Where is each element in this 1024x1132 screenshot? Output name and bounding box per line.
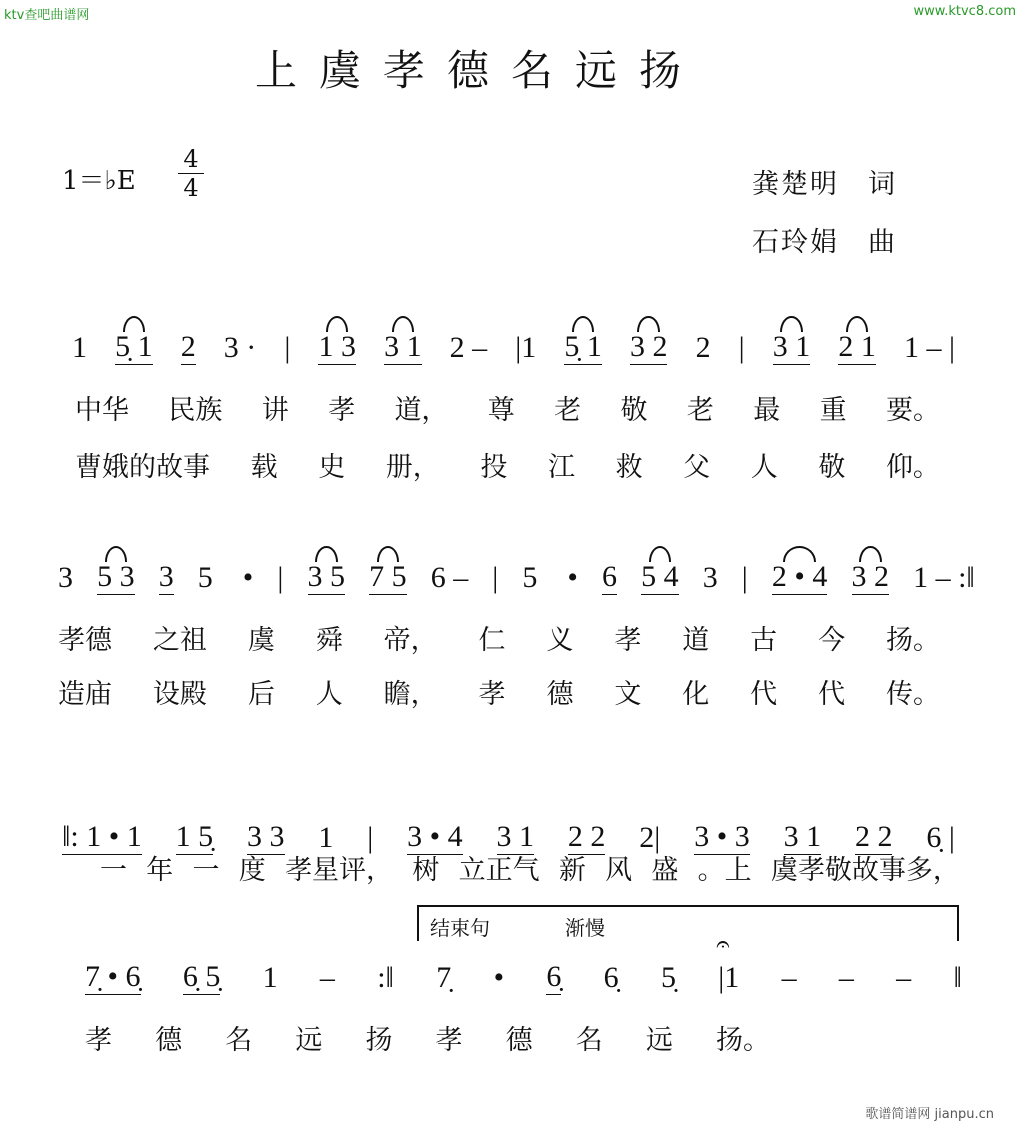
lyric-word: 人 [315, 679, 343, 710]
note-group: 3 1 [783, 820, 822, 853]
note-group: – [838, 961, 854, 994]
lyric-word: 道 [682, 625, 710, 656]
note-group: 5̣ 1 [564, 330, 602, 363]
note-group: – [781, 961, 797, 994]
lyric-word: 。上 [697, 855, 752, 886]
lyric-word: 民族 [168, 395, 223, 426]
lyric-word: 化 [682, 679, 710, 710]
note-group: 3 5 [307, 560, 345, 593]
lyric-word: 重 [819, 395, 847, 426]
watermark-top-right: www.ktvc8.com [913, 4, 1016, 19]
lyric-word: 代 [750, 679, 778, 710]
lyrics-line [75, 388, 940, 427]
note-group: |1 [515, 331, 537, 364]
note-group: 5̣ 1 [115, 330, 153, 363]
note-group: – [319, 961, 335, 994]
lyric-word: 载 [250, 452, 278, 483]
ending-label: 结束句 [430, 916, 490, 940]
lyrics-line [85, 1018, 770, 1057]
lyric-word: 远 [645, 1025, 673, 1056]
lyric-word: 德 [505, 1025, 533, 1056]
ending-bracket [417, 905, 959, 941]
lyric-word: 树 [412, 855, 440, 886]
note-group: 3 2 [851, 560, 889, 593]
time-signature-top: 4 [183, 145, 199, 173]
note-group: 6̣ [603, 961, 619, 994]
note-group: | [367, 821, 374, 854]
lyric-word: 孝 [85, 1025, 112, 1056]
note-group: 3 1 [772, 330, 811, 363]
note-group: 6 [602, 560, 617, 593]
note-group: 5 4 [641, 560, 679, 593]
lyric-word: 老 [686, 395, 714, 426]
note-group: 3 1 [496, 820, 535, 853]
lyric-word: 今 [818, 625, 846, 656]
lyric-word: 代 [818, 679, 846, 710]
lyric-word: 传。 [885, 679, 940, 710]
lyric-word: 道， [394, 395, 449, 426]
lyric-word: 文 [614, 679, 642, 710]
note-group: 2 1 [838, 330, 876, 363]
watermark-bottom-right: 歌谱简谱网 jianpu.cn [865, 1107, 994, 1122]
note-group: 7 5 [369, 560, 407, 593]
lyric-word: 后 [247, 679, 275, 710]
lyric-word: 册， [385, 452, 440, 483]
note-group: 3 3 [247, 820, 285, 853]
note-group: 6 – [430, 561, 469, 594]
lyric-word: 虞 [247, 625, 275, 656]
note-group: 5 3 [97, 560, 135, 593]
lyric-word: 德 [155, 1025, 183, 1056]
lyric-word: 盛 [651, 855, 679, 886]
watermark-top-left: ktv查吧曲谱网 [4, 8, 90, 23]
lyric-word: 孝星评， [285, 855, 394, 886]
note-group: | [741, 561, 748, 594]
lyric-word: 立正气 [458, 855, 540, 886]
note-group: 2 2 [854, 820, 893, 853]
note-group: 1 3 [318, 330, 356, 363]
note-group: ‖: 1 • 1 [62, 820, 142, 853]
note-group: | [492, 561, 499, 594]
lyrics-line [58, 618, 940, 657]
notation-line [58, 535, 975, 595]
note-group: 3 • 3 [694, 820, 750, 853]
lyric-word: 义 [546, 625, 574, 656]
lyric-word: 尊 [487, 395, 515, 426]
lyric-word: 舜 [315, 625, 343, 656]
lyric-word: 救 [615, 452, 643, 483]
note-group: 𝄐 |1 [718, 961, 739, 995]
lyric-word: 老 [554, 395, 582, 426]
lyric-word: 敬 [818, 452, 846, 483]
song-title: 上虞孝德名远扬 [255, 46, 704, 95]
lyric-word: 投 [480, 452, 508, 483]
notation-line [72, 305, 955, 365]
time-signature [178, 146, 204, 201]
lyric-word: 父 [683, 452, 711, 483]
lyric-word: 孝德 [58, 625, 112, 656]
lyric-word: 孝 [328, 395, 356, 426]
lyric-word: 扬。 [885, 625, 940, 656]
note-group: 6̣ | [926, 821, 955, 854]
lyric-word: 一 [100, 855, 127, 886]
note-group: 3 2 [629, 330, 668, 363]
tempo-marking: 渐慢 [565, 916, 605, 940]
lyric-word: 曹娥的故事 [75, 452, 210, 483]
lyric-word: 讲 [261, 395, 289, 426]
lyric-word: 德 [546, 679, 574, 710]
note-group: :‖ [377, 961, 394, 994]
note-group: 2 – [449, 331, 488, 364]
note-group: 3 [158, 560, 174, 593]
lyric-word: 中华 [75, 395, 129, 426]
note-group: 3 1 [384, 330, 422, 363]
time-signature-bottom: 4 [183, 174, 199, 202]
note-group: | [277, 561, 284, 594]
lyric-word: 古 [750, 625, 778, 656]
lyric-word: 设殿 [152, 679, 207, 710]
note-group: 2 • 4 [771, 560, 828, 593]
lyric-word: 造庙 [58, 679, 112, 710]
lyric-word: 新 [558, 855, 586, 886]
lyric-word: 孝 [614, 625, 642, 656]
note-group: – [896, 961, 912, 994]
lyric-word: 帝， [383, 625, 438, 656]
lyrics-line [100, 848, 960, 887]
lyric-word: 要。 [885, 395, 940, 426]
note-group: 5̣ [660, 961, 676, 994]
lyric-word: 扬。 [715, 1025, 770, 1056]
note-group: 3 · [223, 331, 257, 364]
notation-line [62, 795, 955, 855]
note-group: 5 • [522, 561, 578, 594]
composer-credit: 石玲娟 曲 [752, 227, 897, 258]
notation-line [85, 935, 962, 995]
lyric-word: 远 [295, 1025, 323, 1056]
lyric-word: 风 [605, 855, 633, 886]
lyrics-line [75, 445, 940, 484]
note-group: 1 [262, 961, 278, 994]
note-group: 6̣ 5̣ [182, 960, 221, 993]
note-group: 6̣ [546, 960, 562, 993]
lyric-word: 名 [225, 1025, 253, 1056]
note-group: ‖ [953, 961, 962, 994]
lyric-word: 史 [318, 452, 346, 483]
lyric-word: 孝 [478, 679, 506, 710]
note-group: 7̣ • 6̣ [85, 960, 141, 993]
note-group: • [493, 961, 505, 994]
key-signature: 1＝♭E [62, 166, 136, 196]
lyric-word: 最 [753, 395, 781, 426]
lyric-word: 名 [575, 1025, 603, 1056]
lyric-word: 之祖 [152, 625, 207, 656]
note-group: 3 [702, 561, 718, 594]
note-group: 3 • 4 [407, 820, 463, 853]
lyricist-credit: 龚楚明 词 [752, 169, 897, 200]
note-group: 7̣ [436, 961, 452, 994]
lyric-word: 度 [238, 855, 266, 886]
lyric-word: 年 [146, 855, 174, 886]
lyric-word: 江 [547, 452, 575, 483]
note-group: 2 [695, 331, 711, 364]
note-group: 1 [72, 331, 87, 364]
lyric-word: 人 [750, 452, 778, 483]
note-group: 1 5̣ [175, 820, 214, 853]
note-group: 5 • [197, 561, 254, 594]
lyric-word: 扬 [365, 1025, 393, 1056]
lyric-word: 孝 [435, 1025, 463, 1056]
lyric-word: 瞻， [383, 679, 438, 710]
lyric-word: 仰。 [885, 452, 940, 483]
note-group: 1 – | [903, 331, 955, 364]
note-group: 2| [639, 821, 661, 854]
lyric-word: 敬 [620, 395, 648, 426]
lyric-word: 虞孝敬故事多， [770, 855, 960, 886]
note-group: | [284, 331, 291, 364]
lyric-word: 一 [192, 855, 220, 886]
lyrics-line [58, 672, 940, 711]
note-group: 2 [180, 330, 196, 363]
note-group: 2 2 [567, 820, 606, 853]
note-group: 1 – :‖ [913, 561, 975, 594]
note-group: 3 [58, 561, 73, 594]
note-group: 1 [318, 821, 334, 854]
note-group: | [738, 331, 745, 364]
lyric-word: 仁 [478, 625, 506, 656]
